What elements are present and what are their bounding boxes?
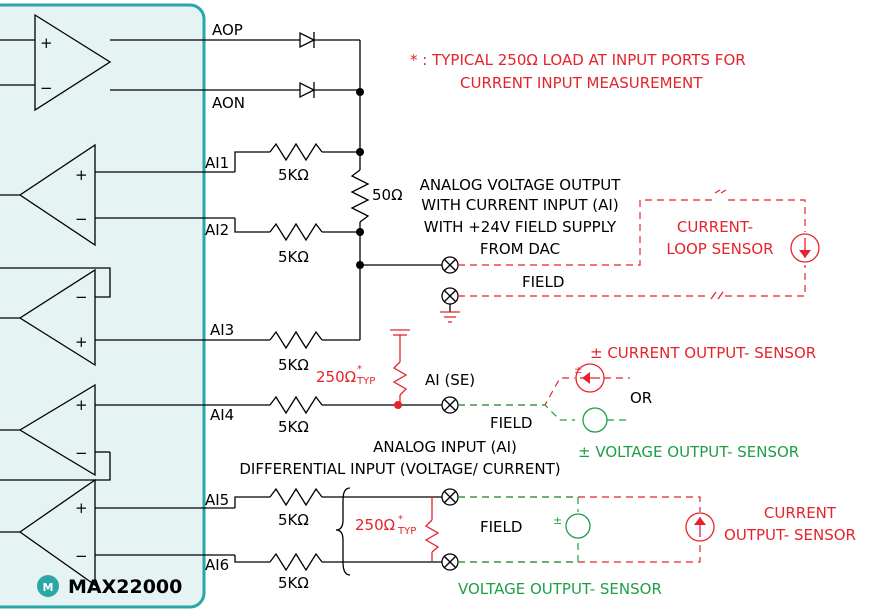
port-ai3: AI3	[210, 321, 235, 339]
r250-star-se: *	[357, 364, 362, 375]
current-loop-1: CURRENT-	[676, 218, 754, 236]
r250-label-diff: 250Ω	[355, 516, 396, 534]
terminal-1	[442, 257, 458, 273]
current-output-sensor-label: ± CURRENT OUTPUT- SENSOR	[590, 344, 817, 362]
resistor-5k-ai3	[270, 332, 322, 348]
r5k-label-ai4: 5KΩ	[278, 418, 309, 436]
opamp5-minus: −	[75, 547, 88, 565]
junction-dot	[356, 88, 364, 96]
port-ai1: AI1	[205, 154, 230, 172]
opamp1-plus: +	[40, 34, 53, 52]
current-loop-source	[791, 234, 819, 262]
r5k-label-ai6: 5KΩ	[278, 574, 309, 592]
pm-sign-current: ±	[574, 365, 583, 376]
r250-typ-se: TYP	[357, 376, 376, 387]
avo-line2: WITH CURRENT INPUT (AI)	[421, 196, 619, 214]
avo-line1: ANALOG VOLTAGE OUTPUT	[419, 176, 621, 194]
opamp4-plus: +	[75, 396, 88, 414]
note-line1: * : TYPICAL 250Ω LOAD AT INPUT PORTS FOR	[410, 51, 746, 69]
terminal-ai-se	[442, 397, 458, 413]
resistor-5k-ai5	[270, 489, 322, 505]
opamp3-minus: −	[75, 288, 88, 306]
junction-dot	[356, 228, 364, 236]
opamp2-minus: −	[75, 210, 88, 228]
current-output-2: OUTPUT- SENSOR	[724, 526, 856, 544]
avo-line3: WITH +24V FIELD SUPPLY	[423, 218, 617, 236]
se-current-wire	[458, 378, 575, 405]
opamp5-plus: +	[75, 499, 88, 517]
svg-text:M: M	[42, 581, 54, 594]
ai-diff-line1: ANALOG INPUT (AI)	[373, 438, 517, 456]
resistor-5k-ai4	[270, 397, 322, 413]
field-label-2: FIELD	[490, 414, 533, 432]
resistor-5k-ai2	[270, 224, 322, 240]
port-ai6: AI6	[205, 556, 230, 574]
field-label-3: FIELD	[480, 518, 523, 536]
diff-voltage-wire-bot	[458, 540, 578, 562]
port-ai4: AI4	[210, 406, 235, 424]
resistor-5k-ai6	[270, 554, 322, 570]
ai1-wire	[235, 152, 270, 172]
diode-aon	[300, 82, 360, 98]
port-aon: AON	[212, 94, 246, 112]
opamp2-plus: +	[75, 166, 88, 184]
terminal-2	[442, 288, 458, 304]
avo-line4: FROM DAC	[479, 240, 561, 258]
r250-star-diff: *	[398, 514, 403, 525]
or-label: OR	[630, 389, 653, 407]
r250-typ-diff: TYP	[398, 526, 417, 537]
field-label-1: FIELD	[522, 273, 565, 291]
voltage-output-sensor-diff: VOLTAGE OUTPUT- SENSOR	[458, 580, 662, 598]
voltage-source-se	[583, 408, 607, 432]
voltage-source-diff	[566, 514, 590, 538]
pm-sign-voltage: ±	[553, 514, 563, 527]
r5k-label-ai2: 5KΩ	[278, 248, 309, 266]
junction-dot	[356, 261, 364, 269]
port-ai5: AI5	[205, 491, 230, 509]
r50-label: 50Ω	[372, 186, 403, 204]
diff-current-wire-top	[458, 497, 700, 512]
r5k-label-ai1: 5KΩ	[278, 166, 309, 184]
opamp4-minus: −	[75, 444, 88, 462]
note-line2: CURRENT INPUT MEASUREMENT	[460, 74, 703, 92]
ai-se-label: AI (SE)	[425, 371, 476, 389]
port-aop: AOP	[212, 21, 243, 39]
current-loop-2: LOOP SENSOR	[666, 240, 774, 258]
terminal-ai5	[442, 489, 458, 505]
ground-symbol	[440, 312, 460, 322]
resistor-50	[352, 170, 368, 222]
current-source-diff	[686, 513, 714, 541]
chip-name: MAX22000	[68, 576, 183, 598]
ai-diff-line2: DIFFERENTIAL INPUT (VOLTAGE/ CURRENT)	[239, 460, 561, 478]
port-ai2: AI2	[205, 221, 230, 239]
diff-voltage-wire-top	[458, 497, 578, 512]
resistor-5k-ai1	[270, 144, 322, 160]
resistor-250-se	[390, 330, 410, 409]
r250-label-se: 250Ω	[316, 368, 357, 386]
resistor-250-diff	[426, 497, 438, 562]
voltage-output-sensor-label: ± VOLTAGE OUTPUT- SENSOR	[578, 443, 800, 461]
terminal-ai6	[442, 554, 458, 570]
maxim-logo	[37, 575, 59, 597]
opamp3-plus: +	[75, 333, 88, 351]
chip-body	[0, 5, 204, 607]
diff-current-wire-bot	[458, 542, 700, 562]
r5k-label-ai5: 5KΩ	[278, 511, 309, 529]
diode-aop	[300, 32, 360, 48]
opamp1-minus: −	[40, 79, 53, 97]
r5k-label-ai3: 5KΩ	[278, 356, 309, 374]
current-output-1: CURRENT	[763, 504, 837, 522]
